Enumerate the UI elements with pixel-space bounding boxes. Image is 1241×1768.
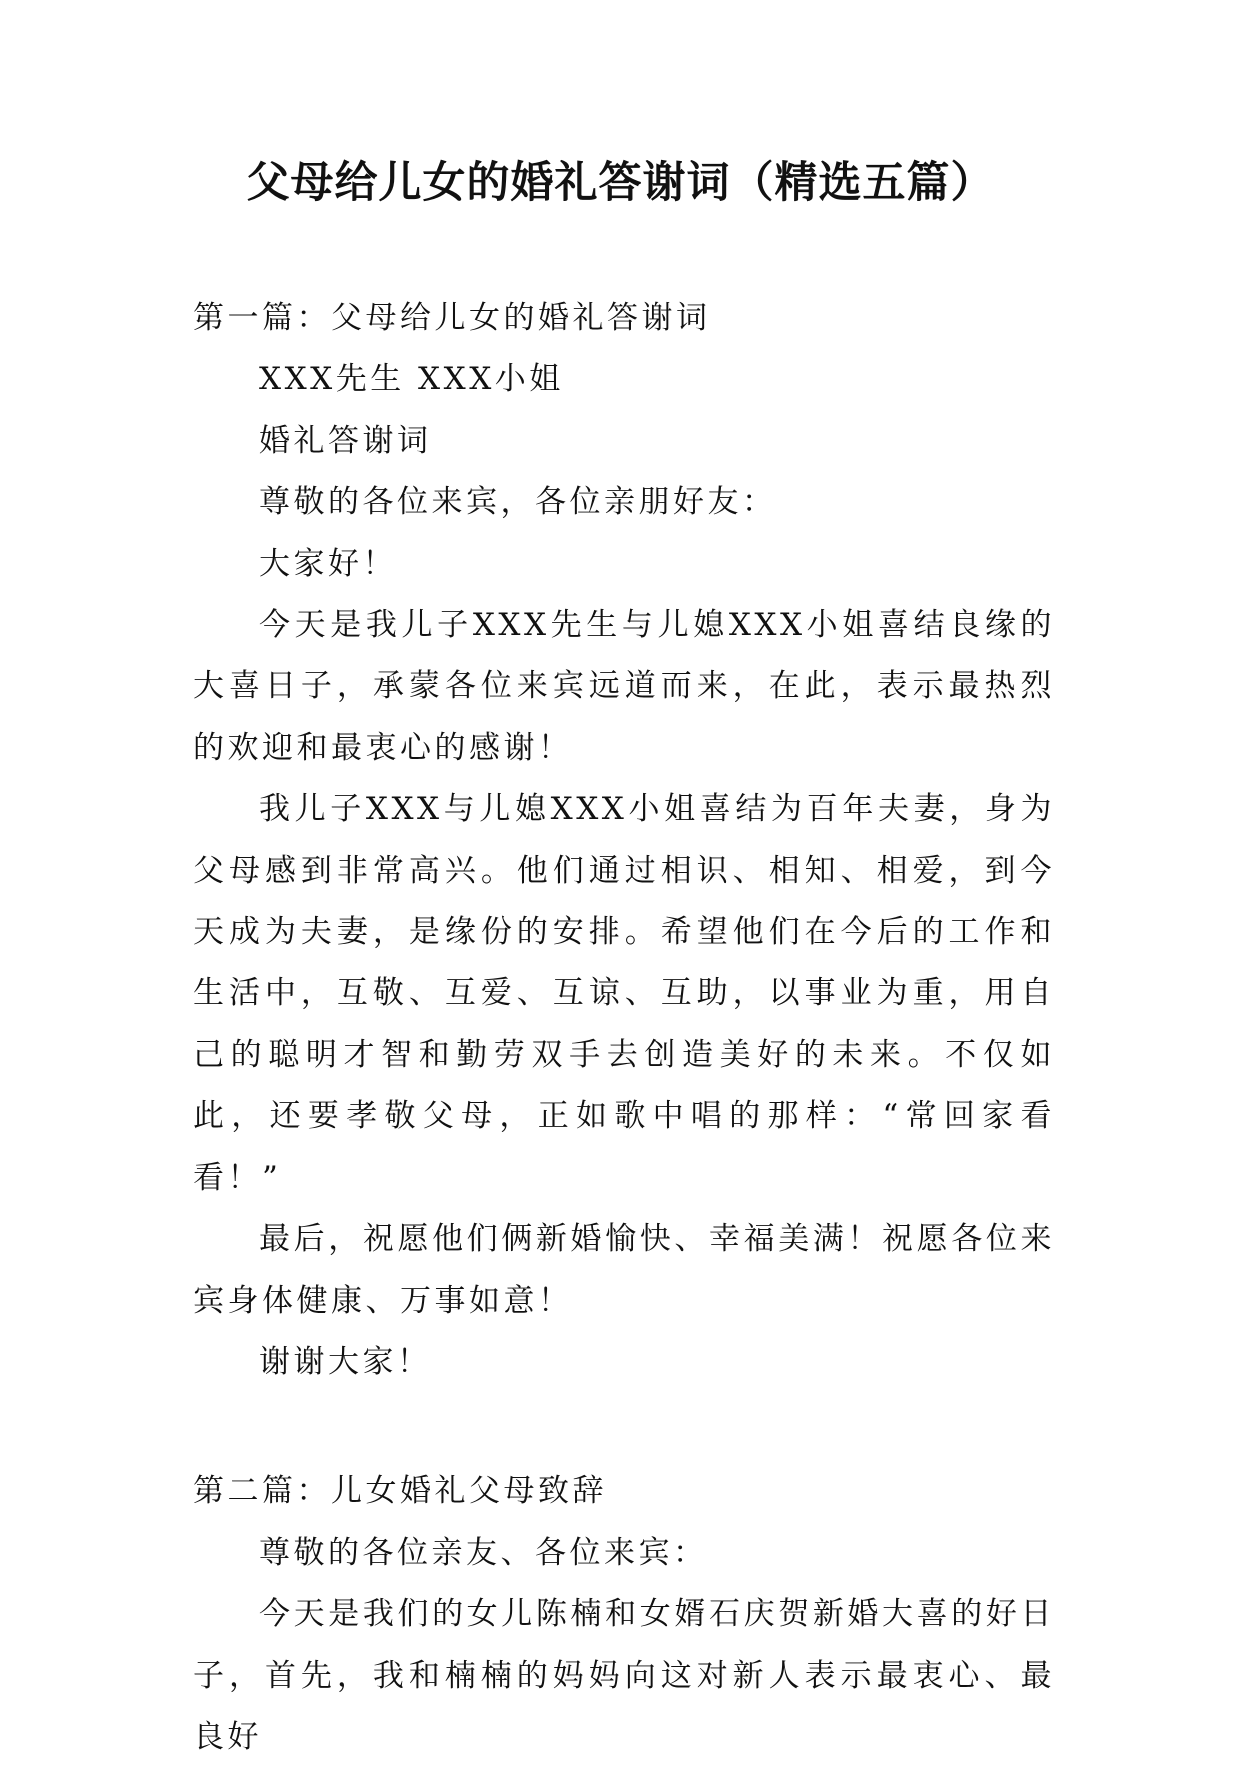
section-1-paragraph-2: 我儿子XXX与儿媳XXX小姐喜结为百年夫妻，身为父母感到非常高兴。他们通过相识、相知、相爱，到今天成为夫妻，是缘份的安排。希望他们在今后的工作和生活中，互敬、互爱、互谅、互助，以事业为重，用自己的聪明才智和勤劳双手去创造美好的未来。不仅如此，还要孝敬父母，正如歌中唱的那样：“常回家看看！” xyxy=(193,791,1055,1196)
section-1-paragraph-3: 最后，祝愿他们俩新婚愉快、幸福美满！祝愿各位来宾身体健康、万事如意！ xyxy=(193,1221,1055,1319)
section-1-names: XXX先生 XXX小姐 xyxy=(259,361,564,398)
document-body xyxy=(193,288,1055,1768)
section-2-heading: 第二篇：儿女婚礼父母致辞 xyxy=(193,1473,607,1510)
section-2-paragraph-1: 今天是我们的女儿陈楠和女婿石庆贺新婚大喜的好日子，首先，我和楠楠的妈妈向这对新人表示最衷心、最良好 xyxy=(193,1596,1055,1755)
section-1-salutation: 尊敬的各位来宾，各位亲朋好友： xyxy=(259,484,777,521)
document-title: 父母给儿女的婚礼答谢词（精选五篇） xyxy=(246,158,995,208)
section-1-greeting: 大家好！ xyxy=(259,545,397,582)
section-1-subtitle: 婚礼答谢词 xyxy=(259,422,432,459)
section-spacer xyxy=(193,1393,1055,1461)
section-1-paragraph-1: 今天是我儿子XXX先生与儿媳XXX小姐喜结良缘的大喜日子，承蒙各位来宾远道而来，在此，表示最热烈的欢迎和最衷心的感谢！ xyxy=(193,607,1055,766)
section-2-salutation: 尊敬的各位亲友、各位来宾： xyxy=(259,1534,708,1571)
section-1-heading: 第一篇：父母给儿女的婚礼答谢词 xyxy=(193,300,711,336)
section-1-closing: 谢谢大家！ xyxy=(259,1343,432,1380)
